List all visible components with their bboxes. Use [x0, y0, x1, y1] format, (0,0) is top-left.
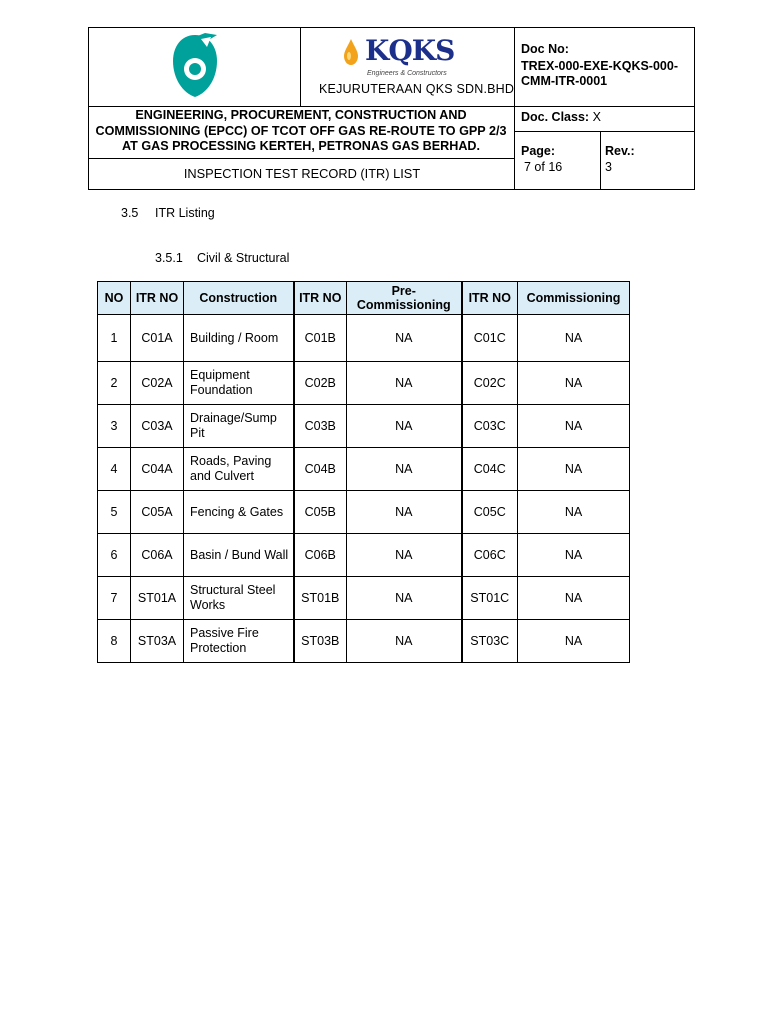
doc-no-label: Doc No:: [521, 42, 569, 56]
cell-itr-m: C03C: [462, 405, 518, 448]
cell-comm: NA: [518, 534, 630, 577]
cell-itr-m: C04C: [462, 448, 518, 491]
doc-class: [521, 110, 601, 124]
table-body: [98, 315, 630, 663]
cell-pre: NA: [347, 362, 462, 405]
cell-itr-p: ST01B: [294, 577, 347, 620]
cell-no: 7: [98, 577, 131, 620]
cell-comm: NA: [518, 405, 630, 448]
cell-construction: Structural Steel Works: [184, 577, 294, 620]
cell-no: 3: [98, 405, 131, 448]
cell-construction: Fencing & Gates: [184, 491, 294, 534]
table-row: [98, 405, 630, 448]
cell-comm: NA: [518, 491, 630, 534]
table-row: [98, 620, 630, 663]
cell-itr-c: ST01A: [131, 577, 184, 620]
cell-itr-p: C05B: [294, 491, 347, 534]
header-divider: [89, 106, 694, 107]
header-divider: [300, 28, 301, 107]
table-header-row: [98, 282, 630, 315]
table-row: [98, 577, 630, 620]
cell-itr-c: C01A: [131, 315, 184, 362]
table-row: [98, 448, 630, 491]
cell-itr-c: ST03A: [131, 620, 184, 663]
section-number: 3.5: [121, 206, 139, 220]
column-header: Pre-Commissioning: [347, 282, 462, 315]
cell-itr-m: C06C: [462, 534, 518, 577]
oil-drop-icon: [342, 38, 360, 66]
cell-comm: NA: [518, 620, 630, 663]
cell-pre: NA: [347, 448, 462, 491]
cell-pre: NA: [347, 491, 462, 534]
cell-no: 1: [98, 315, 131, 362]
itr-table: [97, 281, 630, 663]
kqks-logo-text: KQKS: [365, 34, 455, 67]
cell-construction: Basin / Bund Wall: [184, 534, 294, 577]
document-subtitle: INSPECTION TEST RECORD (ITR) LIST: [183, 166, 421, 181]
cell-itr-c: C03A: [131, 405, 184, 448]
cell-itr-p: C01B: [294, 315, 347, 362]
cell-construction: Drainage/Sump Pit: [184, 405, 294, 448]
cell-construction: Roads, Paving and Culvert: [184, 448, 294, 491]
table-row: [98, 534, 630, 577]
document-header: [88, 27, 695, 190]
rev-value: 3: [605, 160, 612, 174]
cell-itr-p: C02B: [294, 362, 347, 405]
cell-pre: NA: [347, 315, 462, 362]
cell-pre: NA: [347, 534, 462, 577]
column-header: NO: [98, 282, 131, 315]
cell-itr-p: C04B: [294, 448, 347, 491]
column-header: Construction: [184, 282, 294, 315]
cell-itr-c: C02A: [131, 362, 184, 405]
cell-no: 6: [98, 534, 131, 577]
subsection-heading: [155, 251, 289, 265]
table-row: [98, 315, 630, 362]
cell-itr-m: C02C: [462, 362, 518, 405]
cell-comm: NA: [518, 448, 630, 491]
table-row: [98, 491, 630, 534]
cell-comm: NA: [518, 577, 630, 620]
cell-pre: NA: [347, 405, 462, 448]
cell-construction: Equipment Foundation: [184, 362, 294, 405]
section-heading: [121, 206, 215, 220]
cell-construction: Passive Fire Protection: [184, 620, 294, 663]
column-header: ITR NO: [131, 282, 184, 315]
project-title: ENGINEERING, PROCUREMENT, CONSTRUCTION AND COMMISSIONING (EPCC) OF TCOT OFF GAS RE-ROUTE TO GPP 2/3 AT GAS PROCESSING KERTEH, PETRONAS GAS BERHAD.: [95, 108, 507, 153]
cell-no: 2: [98, 362, 131, 405]
cell-itr-p: C06B: [294, 534, 347, 577]
doc-class-value: X: [592, 110, 601, 124]
cell-itr-m: ST03C: [462, 620, 518, 663]
cell-comm: NA: [518, 315, 630, 362]
header-divider: [600, 131, 601, 190]
cell-itr-p: C03B: [294, 405, 347, 448]
cell-itr-m: C05C: [462, 491, 518, 534]
column-header: Commissioning: [518, 282, 630, 315]
cell-comm: NA: [518, 362, 630, 405]
cell-pre: NA: [347, 620, 462, 663]
header-divider: [514, 131, 694, 132]
cell-construction: Building / Room: [184, 315, 294, 362]
company-name: KEJURUTERAAN QKS SDN.BHD: [319, 82, 515, 96]
cell-itr-c: C06A: [131, 534, 184, 577]
cell-no: 5: [98, 491, 131, 534]
table-row: [98, 362, 630, 405]
column-header: ITR NO: [294, 282, 347, 315]
cell-itr-c: C04A: [131, 448, 184, 491]
cell-no: 4: [98, 448, 131, 491]
petronas-logo: [167, 31, 223, 101]
doc-class-label: Doc. Class:: [521, 110, 590, 124]
header-divider: [89, 158, 515, 159]
cell-itr-c: C05A: [131, 491, 184, 534]
doc-no-value: TREX-000-EXE-KQKS-000-CMM-ITR-0001: [521, 59, 678, 88]
page-value: 7 of 16: [524, 160, 563, 174]
cell-itr-m: ST01C: [462, 577, 518, 620]
column-header: ITR NO: [462, 282, 518, 315]
cell-no: 8: [98, 620, 131, 663]
rev-label: Rev.:: [605, 144, 635, 158]
subsection-title: Civil & Structural: [197, 251, 290, 265]
kqks-tagline: Engineers & Constructors: [367, 70, 447, 77]
cell-pre: NA: [347, 577, 462, 620]
cell-itr-m: C01C: [462, 315, 518, 362]
page-label: Page:: [521, 144, 556, 158]
cell-itr-p: ST03B: [294, 620, 347, 663]
section-title: ITR Listing: [155, 206, 215, 220]
subsection-number: 3.5.1: [155, 251, 183, 265]
